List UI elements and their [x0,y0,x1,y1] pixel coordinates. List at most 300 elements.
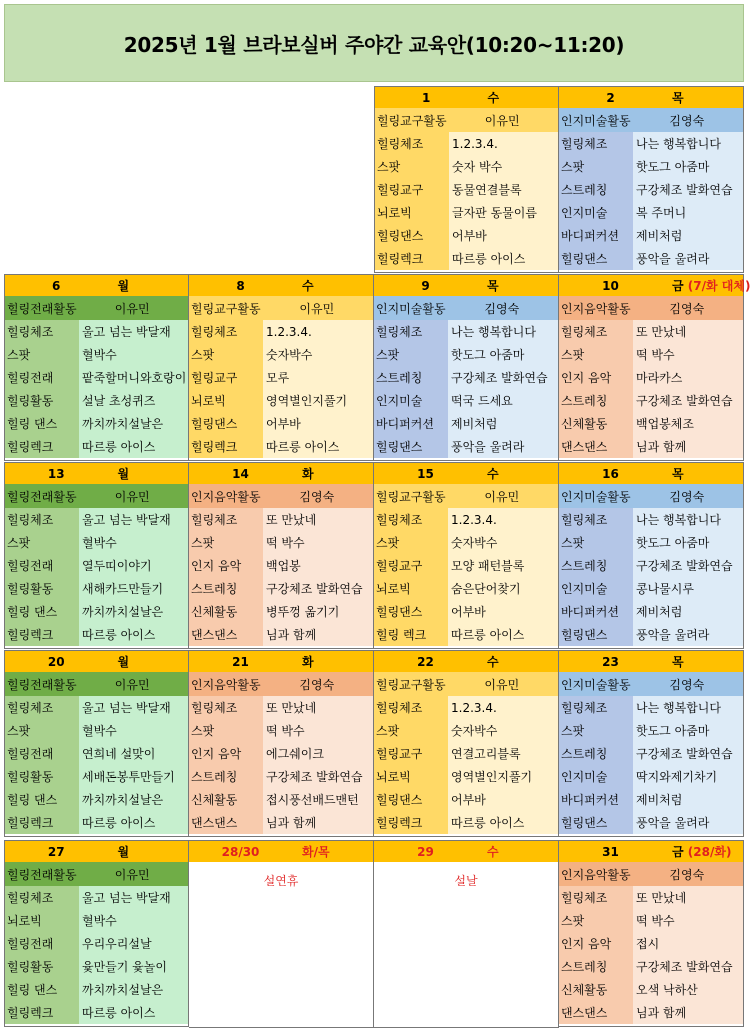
activity-name: 힐링전래활동 [7,301,77,316]
program-row [559,788,743,811]
program-category: 바디퍼커션 [559,788,633,811]
program-category: 인지미술 [559,765,633,788]
program-list [559,696,743,834]
teacher-name: 이유민 [484,113,520,128]
program-content: 영역별인지풀기 [448,765,558,788]
day-header [374,840,558,862]
program-content: 떡 박수 [633,343,743,366]
weekday: 수 [487,467,499,481]
weekday: 목 [672,91,684,105]
program-row [374,343,558,366]
program-row [375,224,558,247]
program-content: 딱지와제기차기 [633,765,743,788]
program-category: 힐링교구 [374,554,448,577]
program-content: 혈박수 [79,343,188,366]
program-category: 인지 음악 [189,742,263,765]
program-content: 핫도그 아줌마 [448,343,558,366]
program-row [559,742,743,765]
activity-name: 힐링전래활동 [7,677,77,692]
program-content: 숫자박수 [448,531,558,554]
program-category: 힐링렉크 [5,623,79,646]
program-category: 스팟 [5,531,79,554]
program-row [189,788,373,811]
program-category: 스트레칭 [559,955,633,978]
activity-header [189,484,373,508]
program-content: 연희네 설맞이 [79,742,188,765]
program-content: 우리우리설날 [79,932,188,955]
program-row [5,765,188,788]
day-header [189,274,373,296]
teacher-name: 김영숙 [484,301,520,316]
program-row [5,955,188,978]
activity-header [5,862,188,886]
program-content: 떡국 드세요 [448,389,558,412]
program-category: 스팟 [559,343,633,366]
program-row [559,719,743,742]
program-row [5,886,188,909]
program-row [559,600,743,623]
teacher-name: 이유민 [114,489,150,504]
program-row [559,132,743,155]
day-number: 15 [417,466,434,481]
teacher-name: 이유민 [114,867,150,882]
program-row [5,577,188,600]
program-content: 연결고리블록 [448,742,558,765]
day-number: 8 [236,278,245,293]
day-number: 16 [602,466,619,481]
program-content: 백업봉 [263,554,373,577]
program-category: 힐링렉크 [189,435,263,458]
program-content: 나는 행복합니다 [633,508,743,531]
program-row [189,742,373,765]
program-category: 힐링체조 [5,886,79,909]
program-content: 따르릉 아이스 [79,811,188,834]
program-row [5,719,188,742]
program-row [5,508,188,531]
program-content: 님과 함께 [263,623,373,646]
program-row [189,366,373,389]
program-row [559,155,743,178]
program-row [559,247,743,270]
program-row [375,247,558,270]
program-content: 어부바 [449,224,558,247]
teacher-name: 이유민 [299,301,335,316]
program-category: 스트레칭 [559,742,633,765]
day-number: 9 [421,278,430,293]
day-header [374,274,558,296]
program-category: 힐링 댄스 [5,978,79,1001]
program-row [559,955,743,978]
program-category: 스팟 [374,531,448,554]
program-category: 힐링활동 [5,389,79,412]
teacher-name: 김영숙 [299,489,335,504]
program-category: 스팟 [559,719,633,742]
activity-header [374,484,558,508]
program-row [374,623,558,646]
day-card [559,86,744,273]
program-list [5,508,188,646]
program-content: 마라카스 [633,366,743,389]
program-row [5,600,188,623]
program-category: 힐링교구 [374,742,448,765]
day-header [559,274,750,296]
program-row [5,742,188,765]
teacher-name: 김영숙 [669,867,705,882]
program-content: 혈박수 [79,719,188,742]
program-category: 스팟 [559,909,633,932]
program-category: 힐링댄스 [189,412,263,435]
day-card [559,274,750,461]
program-content: 영역별인지풀기 [263,389,373,412]
weekday: 목 [487,279,499,293]
holiday-label: 설날 [454,874,478,888]
program-content: 어부바 [448,600,558,623]
program-category: 힐링체조 [5,320,79,343]
program-row [5,623,188,646]
program-content: 백업봉체조 [633,412,743,435]
program-category: 힐링체조 [189,696,263,719]
program-row [559,577,743,600]
program-category: 인지 음악 [559,366,633,389]
program-category: 뇌로빅 [5,909,79,932]
program-content: 접시 [633,932,743,955]
program-row [5,389,188,412]
program-category: 힐링체조 [189,508,263,531]
program-content: 울고 넘는 박달재 [79,508,188,531]
program-category: 인지 음악 [189,554,263,577]
program-row [559,435,743,458]
program-category: 힐링전래 [5,932,79,955]
program-row [5,366,188,389]
program-category: 힐링렉크 [375,247,449,270]
program-row [189,577,373,600]
activity-name: 인지음악활동 [561,301,631,316]
program-category: 힐링전래 [5,742,79,765]
program-content: 숨은단어찾기 [448,577,558,600]
program-category: 댄스댄스 [559,435,633,458]
program-category: 바디퍼커션 [559,224,633,247]
program-row [189,412,373,435]
program-content: 울고 넘는 박달재 [79,320,188,343]
program-content: 설날 초성퀴즈 [79,389,188,412]
program-row [375,201,558,224]
program-category: 힐링활동 [5,577,79,600]
activity-name: 힐링전래활동 [7,489,77,504]
day-header [189,840,373,862]
day-header [559,650,743,672]
day-header [559,462,743,484]
program-row [375,155,558,178]
day-number: 29 [417,844,434,859]
program-content: 님과 함께 [263,811,373,834]
program-row [374,531,558,554]
program-category: 스팟 [189,719,263,742]
day-card [189,462,374,649]
day-card [4,274,189,461]
day-card [4,650,189,837]
program-content: 나는 행복합니다 [448,320,558,343]
activity-name: 힐링교구활동 [191,301,261,316]
program-category: 신체활동 [189,600,263,623]
program-row [189,623,373,646]
program-content: 복 주머니 [633,201,743,224]
activity-name: 인지미술활동 [561,489,631,504]
program-content: 떡 박수 [263,719,373,742]
program-content: 1.2.3.4. [263,320,373,343]
program-list [559,886,743,1024]
weekday: 화/목 [302,845,330,859]
activity-header [375,108,558,132]
day-note: (28/화) [683,845,732,859]
day-card [189,650,374,837]
teacher-name: 김영숙 [669,113,705,128]
day-number: 27 [47,844,65,859]
program-category: 힐링 렉크 [374,623,448,646]
activity-name: 힐링교구활동 [377,113,447,128]
program-row [559,412,743,435]
program-content: 세배돈봉투만들기 [79,765,188,788]
program-category: 힐링활동 [5,955,79,978]
program-content: 구강체조 발화연습 [633,955,743,978]
program-content: 구강체조 발화연습 [633,742,743,765]
program-list [189,696,373,834]
day-header [189,462,373,484]
program-row [189,696,373,719]
day-card [559,650,744,837]
program-category: 스팟 [189,531,263,554]
day-number: 6 [52,278,61,293]
program-content: 따르릉 아이스 [79,435,188,458]
program-row [559,811,743,834]
program-category: 힐링댄스 [374,435,448,458]
program-content: 제비처럼 [633,788,743,811]
program-list [374,696,558,834]
program-content: 또 만났네 [633,886,743,909]
program-content: 따르릉 아이스 [79,1001,188,1024]
day-card [374,274,559,461]
program-row [374,435,558,458]
program-category: 스트레칭 [374,366,448,389]
program-content: 까치까치설날은 [79,600,188,623]
program-row [5,320,188,343]
teacher-name: 김영숙 [669,677,705,692]
program-category: 댄스댄스 [189,623,263,646]
weekday: 금 (28/화) [672,845,732,859]
program-row [374,811,558,834]
activity-header [559,296,743,320]
program-content: 숫자박수 [448,719,558,742]
holiday-label: 설연휴 [263,874,299,888]
program-content: 나는 행복합니다 [633,132,743,155]
program-content: 글자판 동물이름 [449,201,558,224]
weekday: 목 [672,467,684,481]
teacher-name: 김영숙 [299,677,335,692]
program-content: 1.2.3.4. [449,132,558,155]
program-content: 따르릉 아이스 [448,623,558,646]
program-category: 힐링댄스 [375,224,449,247]
day-note: (7/화 대체) [683,279,750,293]
program-content: 핫도그 아줌마 [633,531,743,554]
activity-header [374,296,558,320]
program-category: 힐링체조 [559,132,633,155]
program-content: 또 만났네 [633,320,743,343]
day-card [374,86,559,273]
program-content: 제비처럼 [633,224,743,247]
program-category: 힐링 댄스 [5,788,79,811]
activity-header [559,108,743,132]
teacher-name: 이유민 [114,301,150,316]
program-category: 스팟 [5,719,79,742]
program-category: 힐링체조 [559,886,633,909]
program-content: 모양 패턴블록 [448,554,558,577]
program-content: 혈박수 [79,531,188,554]
day-number: 28/30 [221,844,260,859]
program-category: 힐링체조 [559,320,633,343]
activity-name: 인지미술활동 [376,301,446,316]
program-category: 힐링체조 [559,508,633,531]
program-row [559,623,743,646]
day-header [559,840,743,862]
weekday: 수 [302,279,314,293]
program-row [559,886,743,909]
program-row [189,508,373,531]
program-category: 힐링체조 [189,320,263,343]
program-row [374,508,558,531]
program-content: 열두띠이야기 [79,554,188,577]
program-category: 힐링전래 [5,554,79,577]
program-list [375,132,558,270]
program-category: 신체활동 [559,978,633,1001]
program-category: 스트레칭 [189,577,263,600]
program-category: 댄스댄스 [559,1001,633,1024]
teacher-name: 이유민 [114,677,150,692]
day-card [374,840,559,1028]
program-category: 뇌로빅 [374,577,448,600]
program-category: 스트레칭 [559,178,633,201]
program-category: 힐링댄스 [374,788,448,811]
program-content: 풍악을 울려라 [448,435,558,458]
weekday: 수 [487,845,499,859]
day-number: 20 [47,654,65,669]
program-list [189,320,373,458]
day-header [5,274,188,296]
program-category: 뇌로빅 [374,765,448,788]
day-card [4,462,189,649]
day-card [189,274,374,461]
program-content: 따르릉 아이스 [449,247,558,270]
day-card [189,840,374,1028]
program-row [559,224,743,247]
program-row [189,600,373,623]
program-row [374,412,558,435]
program-category: 힐링댄스 [374,600,448,623]
program-category: 힐링렉크 [5,1001,79,1024]
day-header [375,86,558,108]
weekday: 목 [672,655,684,669]
program-content: 구강체조 발화연습 [633,389,743,412]
day-number: 22 [417,654,434,669]
activity-name: 힐링교구활동 [376,489,446,504]
program-row [559,343,743,366]
program-row [374,600,558,623]
program-row [559,178,743,201]
program-row [374,742,558,765]
program-category: 힐링렉크 [374,811,448,834]
program-category: 스팟 [559,531,633,554]
program-row [559,696,743,719]
program-content: 구강체조 발화연습 [263,765,373,788]
program-row [375,178,558,201]
activity-header [189,672,373,696]
day-header [559,86,743,108]
program-category: 힐링체조 [374,696,448,719]
activity-header [559,484,743,508]
program-content: 접시풍선배드맨턴 [263,788,373,811]
program-row [5,932,188,955]
teacher-name: 이유민 [484,677,520,692]
day-number: 2 [606,90,615,105]
program-row [374,366,558,389]
weekday: 수 [487,655,499,669]
program-category: 힐링활동 [5,765,79,788]
program-content: 에그쉐이크 [263,742,373,765]
program-content: 울고 넘는 박달재 [79,886,188,909]
program-row [189,554,373,577]
weekday: 월 [117,845,130,859]
program-row [559,366,743,389]
program-row [559,508,743,531]
program-row [189,719,373,742]
program-row [559,201,743,224]
weekday: 월 [117,467,130,481]
program-list [374,320,558,458]
program-content: 나는 행복합니다 [633,696,743,719]
day-header [374,650,558,672]
program-row [375,132,558,155]
program-content: 팥죽할머니와호랑이 [79,366,188,389]
program-content: 1.2.3.4. [448,508,558,531]
day-header [374,462,558,484]
program-row [559,978,743,1001]
program-row [189,531,373,554]
program-list [5,320,188,458]
program-content: 따르릉 아이스 [448,811,558,834]
activity-header [374,672,558,696]
day-number: 21 [232,654,249,669]
program-content: 윷만들기 윷놀이 [79,955,188,978]
program-row [5,696,188,719]
day-card [374,462,559,649]
program-content: 떡 박수 [633,909,743,932]
program-content: 까치까치설날은 [79,978,188,1001]
program-row [189,320,373,343]
weekday: 월 [117,655,130,669]
program-category: 힐링체조 [374,320,448,343]
program-content: 제비처럼 [633,600,743,623]
program-category: 스팟 [189,343,263,366]
activity-header [5,484,188,508]
program-row [189,435,373,458]
program-content: 오색 낙하산 [633,978,743,1001]
activity-header [559,672,743,696]
program-content: 님과 함께 [633,435,743,458]
program-row [5,531,188,554]
program-row [5,788,188,811]
program-row [189,811,373,834]
program-category: 스팟 [374,343,448,366]
day-number: 23 [602,654,619,669]
program-row [374,554,558,577]
